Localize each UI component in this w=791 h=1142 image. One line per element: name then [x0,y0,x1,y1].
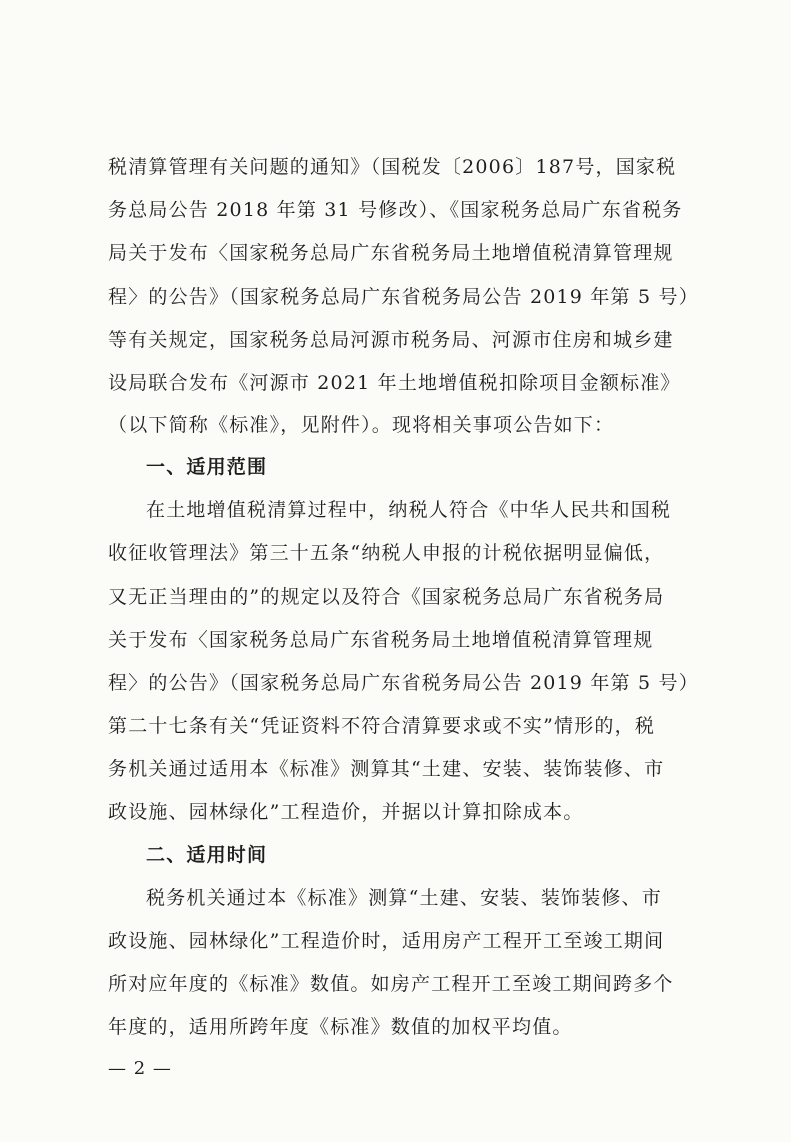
intro-line-6: 设局联合发布《河源市 2021 年土地增值税扣除项目金额标准》 [108,372,681,394]
section-heading-time: 二、适用时间 [146,844,268,866]
section1-line-2: 收征收管理法》第三十五条“纳税人申报的计税依据明显偏低， [108,542,665,564]
section1-line-5: 程〉的公告》（国家税务总局广东省税务局公告 2019 年第 5 号） [108,672,699,694]
page-number: — 2 — [108,1058,172,1079]
intro-line-1: 税清算管理有关问题的通知》（国税发〔2006〕187号，国家税 [108,156,677,178]
intro-line-2: 务总局公告 2018 年第 31 号修改）、《国家税务总局广东省税务 [108,199,683,221]
section1-line-8: 政设施、园林绿化”工程造价，并据以计算扣除成本。 [108,801,584,823]
section1-line-1: 在土地增值税清算过程中，纳税人符合《中华人民共和国税 [146,499,672,521]
section2-line-4: 年度的，适用所跨年度《标准》数值的加权平均值。 [108,1016,573,1038]
section1-line-4: 关于发布〈国家税务总局广东省税务局土地增值税清算管理规 [108,629,654,651]
section1-line-6: 第二十七条有关“凭证资料不符合清算要求或不实”情形的，税 [108,715,656,737]
section2-line-2: 政设施、园林绿化”工程造价时，适用房产工程开工至竣工期间 [108,930,665,952]
intro-line-5: 等有关规定，国家税务总局河源市税务局、河源市住房和城乡建 [108,329,674,351]
section-heading-scope: 一、适用范围 [146,456,268,478]
intro-line-7: （以下简称《标准》，见附件）。现将相关事项公告如下： [108,414,615,436]
section2-line-3: 所对应年度的《标准》数值。如房产工程开工至竣工期间跨多个 [108,973,674,995]
intro-line-4: 程〉的公告》（国家税务总局广东省税务局公告 2019 年第 5 号） [108,286,699,308]
section1-line-7: 务机关通过适用本《标准》测算其“土建、安装、装饰装修、市 [108,758,665,780]
section1-line-3: 又无正当理由的”的规定以及符合《国家税务总局广东省税务局 [108,586,665,608]
section2-line-1: 税务机关通过本《标准》测算“土建、安装、装饰装修、市 [146,887,662,909]
intro-line-3: 局关于发布〈国家税务总局广东省税务局土地增值税清算管理规 [108,242,674,264]
